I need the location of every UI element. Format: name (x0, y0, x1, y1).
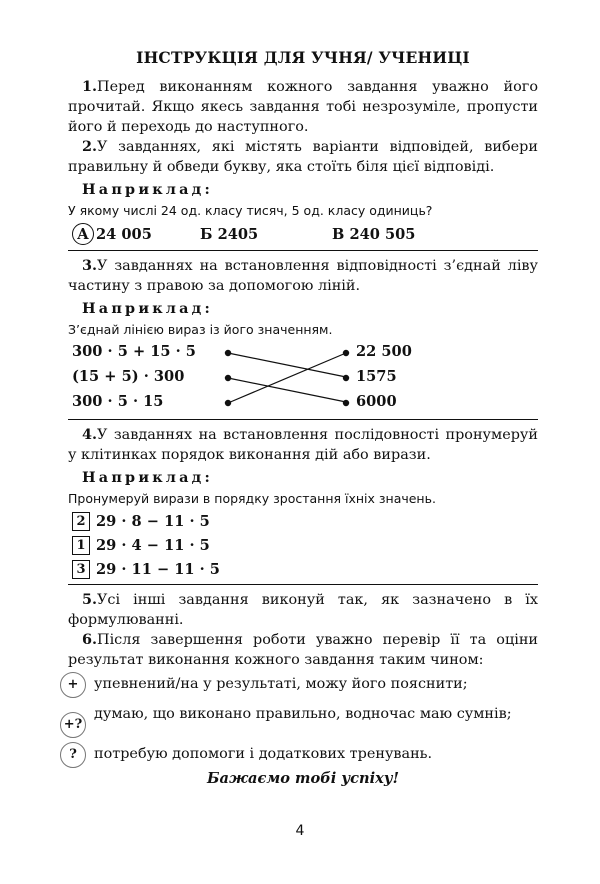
instruction-2: 2.У завданнях, які містять варіанти відповідей, вибери правильну й обведи букву, яка стоїть біля цієї відповіді. (68, 138, 538, 175)
match-line (228, 353, 346, 403)
sequence-row: 1 29 · 4 − 11 · 5 (72, 533, 538, 557)
instruction-page (63, 48, 538, 787)
example-3-question: Пронумеруй вирази в порядку зростання їхніх значень. (68, 491, 436, 506)
instruction-6: 6.Після завершення роботи уважно перевір її та оціни результат виконання кожного завдання таким чином: (68, 631, 538, 668)
right-value: 1575 (356, 368, 397, 385)
option-a: А 24 005 (72, 223, 200, 245)
divider (68, 419, 538, 420)
dot (343, 350, 348, 355)
right-value: 22 500 (356, 343, 412, 360)
left-expr: 300 · 5 + 15 · 5 (72, 343, 196, 360)
option-c: В 240 505 (332, 225, 416, 243)
instruction-1: 1.Перед виконанням кожного завдання уважно його прочитай. Якщо якесь завдання тобі незрозуміле, пропусти його й переходь до наступного. (68, 78, 538, 135)
evaluation-item: +? думаю, що виконано правильно, водночас маю сумнів; (82, 704, 538, 738)
circled-letter: А (72, 223, 94, 245)
example-label-3: Наприклад: (82, 469, 213, 486)
right-value: 6000 (356, 393, 397, 410)
example-label-2: Наприклад: (82, 300, 213, 317)
left-expr: 300 · 5 · 15 (72, 393, 164, 410)
dot (225, 400, 230, 405)
match-line (228, 353, 346, 377)
example-2-question: З’єднай лінією вираз із його значенням. (68, 322, 333, 337)
number-box: 3 (72, 560, 90, 579)
number-box: 1 (72, 536, 90, 555)
option-b: Б 2405 (200, 225, 259, 243)
evaluation-list (63, 674, 538, 768)
example-1-question: У якому числі 24 од. класу тисяч, 5 од. класу одиниць? (68, 203, 433, 218)
matching-lines (68, 340, 538, 416)
plus-icon: + (60, 672, 86, 698)
page-title: ІНСТРУКЦІЯ ДЛЯ УЧНЯ/ УЧЕНИЦІ (136, 48, 470, 67)
divider (68, 250, 538, 251)
match-line (228, 378, 346, 402)
dot (343, 375, 348, 380)
divider (68, 584, 538, 585)
evaluation-item: + упевнений/на у результаті, можу його пояснити; (82, 674, 538, 698)
number-box: 2 (72, 512, 90, 531)
left-expr: (15 + 5) · 300 (72, 368, 185, 385)
instruction-5: 5.Усі інші завдання виконуй так, як зазначено в їх формулюванні. (68, 591, 538, 628)
plus-question-icon: +? (60, 712, 86, 738)
dot (225, 375, 230, 380)
dot (343, 400, 348, 405)
instruction-4: 4.У завданнях на встановлення послідовності пронумеруй у клітинках порядок виконання дій або вирази. (68, 426, 538, 463)
instruction-3: 3.У завданнях на встановлення відповідності з’єднай ліву частину з правою за допомогою ліній. (68, 257, 538, 294)
sequence-row: 2 29 · 8 − 11 · 5 (72, 509, 538, 533)
closing-wish: Бажаємо тобі успіху! (207, 770, 399, 787)
evaluation-item: ? потребую допомоги і додаткових тренувань. (82, 744, 538, 768)
example-1-options (72, 221, 538, 247)
example-label-1: Наприклад: (82, 181, 213, 198)
question-icon: ? (60, 742, 86, 768)
matching-example (68, 340, 538, 416)
sequence-row: 3 29 · 11 − 11 · 5 (72, 557, 538, 581)
dot (225, 350, 230, 355)
page-number: 4 (295, 823, 305, 839)
